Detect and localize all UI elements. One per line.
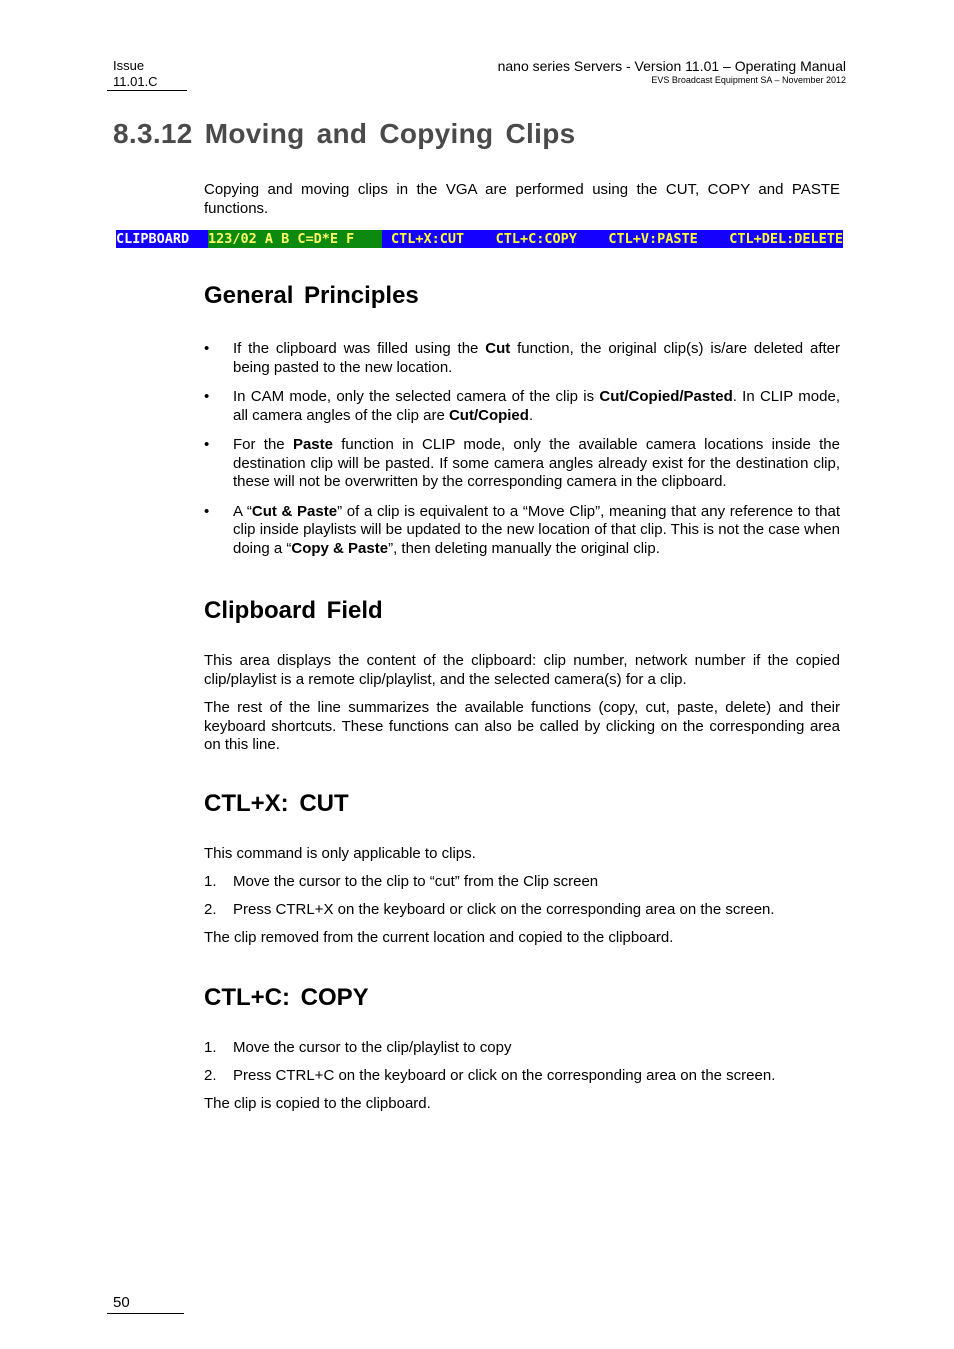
bullet-item xyxy=(204,388,840,425)
header-issue-rule xyxy=(107,90,187,91)
text-run: A “ xyxy=(233,502,252,520)
text-run: function, the original clip(s) is/are deleted after being pasted to the new location. xyxy=(233,340,840,376)
header-issue xyxy=(113,58,158,90)
cut-intro: This command is only applicable to clips. xyxy=(204,845,476,862)
copy-step: 1. Move the cursor to the clip/playlist to copy xyxy=(204,1039,512,1056)
manual-title: nano series Servers - Version 11.01 – Operating Manual xyxy=(497,58,846,74)
issue-label: Issue xyxy=(113,58,145,73)
bullet-item xyxy=(204,340,840,377)
clipboard-bar xyxy=(116,230,843,248)
copy-function[interactable]: CTL+C:COPY xyxy=(495,231,577,247)
text-run: function in CLIP mode, only the available camera locations inside the destination clip will be pasted. If some camera angles already exist for the destination clip, these will not be overwritten by the corresponding camera in the clipboard. xyxy=(233,436,840,490)
cut-outro: The clip removed from the current location and copied to the clipboard. xyxy=(204,929,674,946)
bold-term: Cut/Copied/Pasted xyxy=(599,388,733,405)
general-principles-heading: General Principles xyxy=(204,282,419,309)
clipboard-functions xyxy=(382,230,843,248)
bullet-dot-icon: • xyxy=(204,436,210,453)
delete-function[interactable]: CTL+DEL:DELETE xyxy=(729,231,843,247)
text-run: For the xyxy=(233,436,293,453)
copy-steps xyxy=(204,1039,840,1095)
bold-term: Cut xyxy=(485,340,511,357)
bullet-item xyxy=(204,503,840,559)
cut-step: 1. Move the cursor to the clip to “cut” from the Clip screen xyxy=(204,873,599,890)
bold-term: Cut/Copied xyxy=(448,406,529,424)
footer-rule xyxy=(107,1313,184,1314)
cut-step: 2. Press CTRL+X on the keyboard or click on the corresponding area on the screen. xyxy=(204,901,775,918)
header-title-block xyxy=(498,58,846,86)
paste-function[interactable]: CTL+V:PASTE xyxy=(608,231,698,247)
bullet-item xyxy=(204,436,840,492)
cut-steps xyxy=(204,873,840,929)
text-run: ” of a clip is equivalent to a “Move Clip”, meaning that any reference to that clip inside playlists will be updated to the new location of that clip. This is not the case when doing a “ xyxy=(233,502,841,557)
section-title: 8.3.12 Moving and Copying Clips xyxy=(113,118,576,149)
manual-subtitle: EVS Broadcast Equipment SA – November 2012 xyxy=(651,75,846,85)
clipboard-content[interactable]: 123/02 A B C=D*E F xyxy=(208,230,382,248)
copy-outro: The clip is copied to the clipboard. xyxy=(204,1095,431,1112)
copy-step: 2. Press CTRL+C on the keyboard or click on the corresponding area on the screen. xyxy=(204,1067,776,1084)
bullet-dot-icon: • xyxy=(204,340,210,357)
section-intro: Copying and moving clips in the VGA are performed using the CUT, COPY and PASTE functions. xyxy=(204,181,840,217)
bold-term: Copy & Paste xyxy=(291,539,389,557)
copy-heading: CTL+C: COPY xyxy=(204,984,369,1011)
text-run: ”, then deleting manually the original clip. xyxy=(388,539,660,557)
bold-term: Paste xyxy=(292,436,333,453)
clipboard-field-heading: Clipboard Field xyxy=(204,597,383,624)
text-run: . In CLIP mode, all camera angles of the clip are xyxy=(233,388,840,424)
cut-function[interactable]: CTL+X:CUT xyxy=(391,231,465,247)
general-principles-list xyxy=(204,340,840,569)
clipboard-field-para-1: This area displays the content of the clipboard: clip number, network number if the copied clip/playlist is a remote clip/playlist, and the selected camera(s) for a clip. xyxy=(204,652,840,688)
clipboard-label[interactable]: CLIPBOARD xyxy=(116,230,208,248)
bullet-dot-icon: • xyxy=(204,502,210,520)
cut-heading: CTL+X: CUT xyxy=(204,790,349,817)
issue-number: 11.01.C xyxy=(113,74,158,89)
page-number: 50 xyxy=(113,1294,130,1311)
text-run: If the clipboard was filled using the xyxy=(233,340,486,357)
bullet-dot-icon: • xyxy=(204,388,210,405)
clipboard-field-para-2: The rest of the line summarizes the available functions (copy, cut, paste, delete) and their keyboard shortcuts. These functions can also be called by clicking on the corresponding area on this line. xyxy=(204,699,840,753)
text-run: . xyxy=(528,406,534,424)
bold-term: Cut & Paste xyxy=(251,502,338,520)
text-run: In CAM mode, only the selected camera of the clip is xyxy=(233,388,600,405)
